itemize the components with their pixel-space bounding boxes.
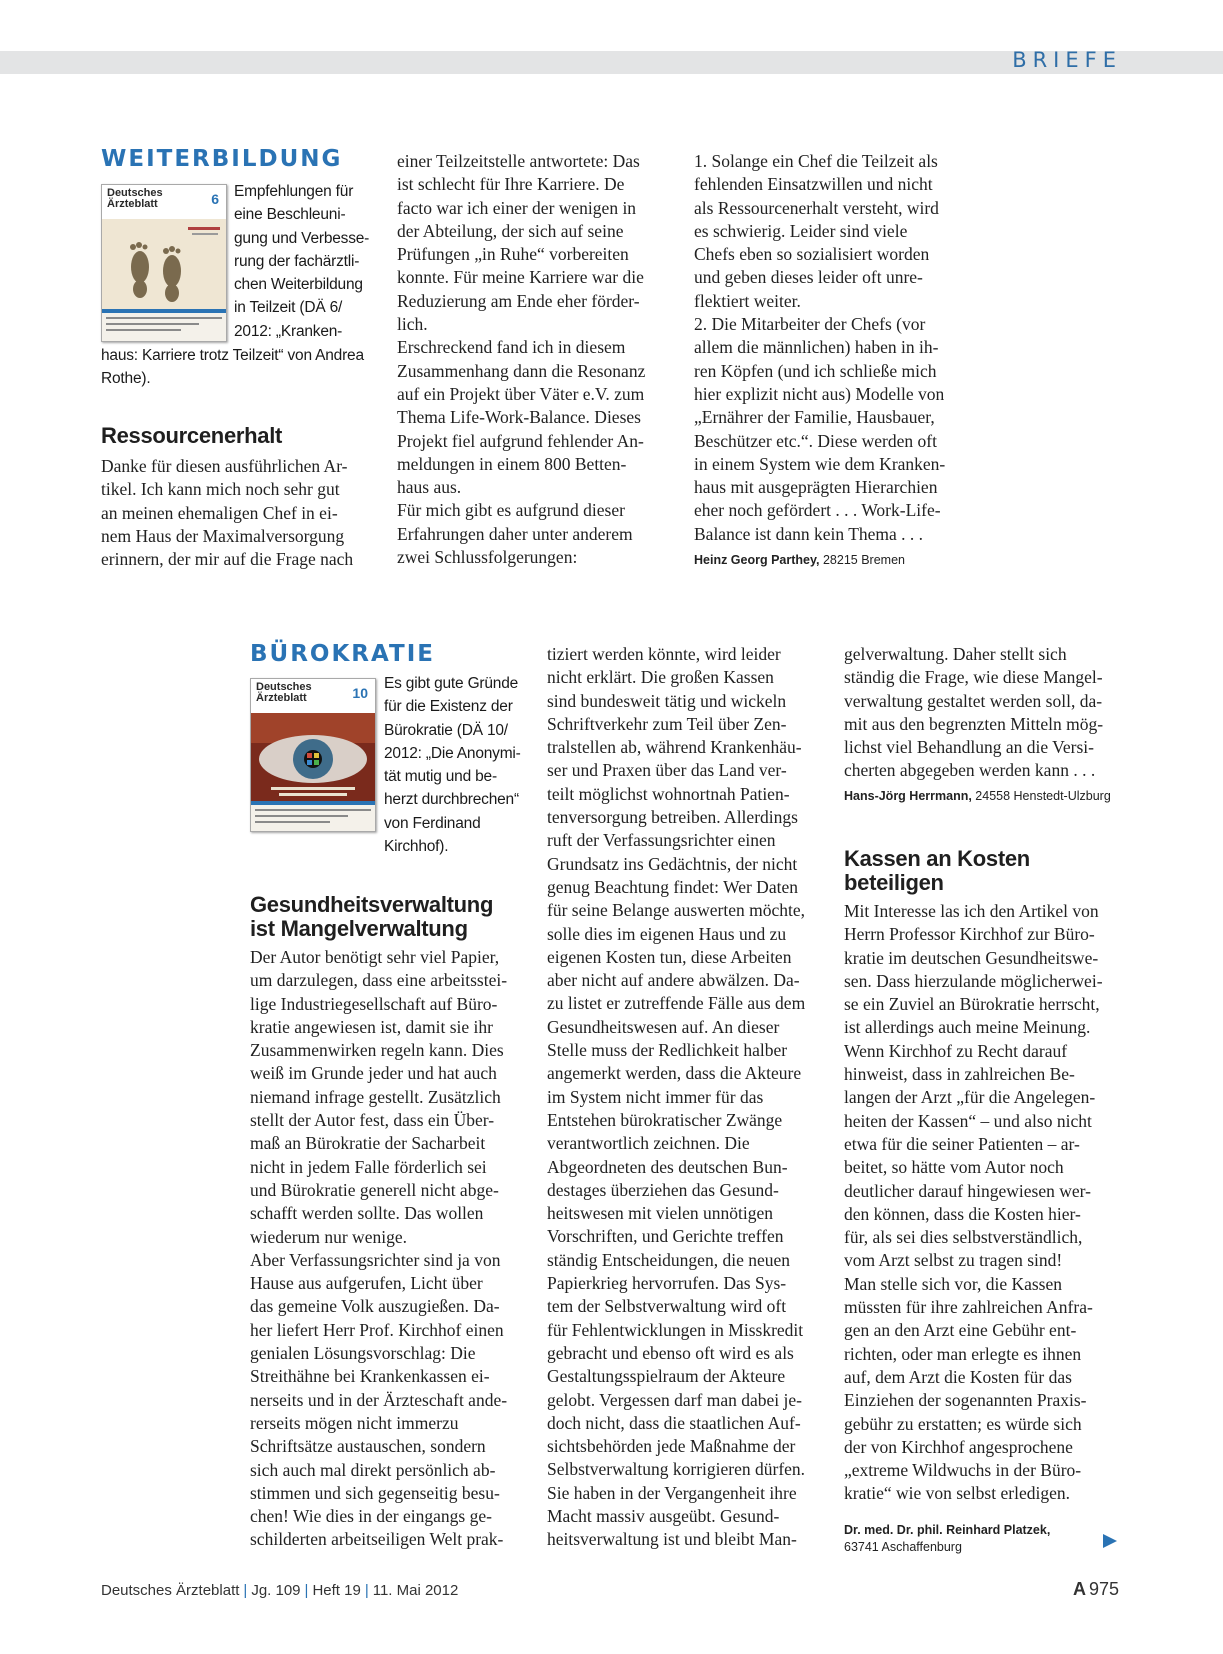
letter3-body: Mit Interesse las ich den Artikel von Herrn Professor Kirchhof zur Büro- kratie im deutschen Gesundheitswe- sen. Dass hierzulande möglicherwei- se ein Zuviel an Bürokratie herrscht, ist allerdings auch meine Meinung. Wenn Kirchhof zu Recht darauf hinweist, dass in zahlreichen Be- langen der Arzt „für die Angelegen- heiten der Kassen“ – und also nicht etwa für die seiner Patienten – ar- beitet, so hätte vom Autor noch deutlicher darauf hingewiesen wer- den können, dass die Kosten hier- für, als sei dies selbstverständlich, vom Arzt selbst zu tragen sind! Man stelle sich vor, die Kassen müssten für ihre zahlreichen Anfra- gen an den Arzt eine Gebühr ent- richten, oder man erlegte es ihnen auf, dem Arzt die Kosten für das Einziehen der sogenannten Praxis- gebühr zu erstatten; es würde sich der von Kirchhof angesprochene „extreme Wildwuchs in der Büro- kratie“ wie von selbst erledigen.	[844, 901, 1103, 1504]
lead-weiterbildung-continued: haus: Karriere trotz Teilzeit“ von Andrea Rothe).	[101, 347, 364, 388]
section-label: BRIEFE	[1012, 48, 1122, 72]
cover-issue-number: 10	[352, 685, 368, 701]
letter2-column-2: tiziert werden könnte, wird leider nicht erklärt. Die großen Kassen sind bundesweit tätig und wickeln Schriftverkehr zum Teil über Zen- tralstellen ab, während Krankenhäu- ser und Praxen über das Land ver- teilt möglichst wohnortnah Patien- tenversorgung betreiben. Allerdings ruft der Verfassungsrichter einen Grundsatz ins Gedächtnis, der nicht genug Beachtung findet: Wer Daten für seine Belange auswerten möchte, solle dies im eigenen Haus und zu eigenen Kosten tun, diese Arbeiten aber nicht auf andere abwälzen. Da- zu listet er zutreffende Fälle aus dem Gesundheitswesen auf. An dieser Stelle muss der Redlichkeit halber angemerkt werden, dass die Akteure im System nicht immer für das Entstehen bürokratischer Zwänge verantwortlich zeichnen. Die Abgeordneten des deutschen Bun- destages überziehen das Gesund- heitswesen mit vielen unnötigen Vorschriften, und Gerichte treffen ständig Entscheidungen, die neuen Papierkrieg hervorrufen. Das Sys- tem der Selbstverwaltung wird oft für Fehlentwicklungen in Misskredit gebracht und ebenso oft wird es als Gestaltungsspielraum der Akteure gelobt. Vergessen darf man dabei je- doch nicht, dass die staatlichen Auf- sichtsbehörden jede Maßnahme der Selbstverwaltung korrigieren dürfen. Sie haben in der Vergangenheit ihre Macht massiv ausgeübt. Gesund- heitsverwaltung ist und bleibt Man-	[547, 644, 806, 1550]
cover-thumbnail-issue-10	[250, 678, 376, 832]
letter2-column-3: gelverwaltung. Daher stellt sich ständig die Frage, wie diese Mangel- verwaltung gestaltet werden soll, da- mit aus den begrenzten Mitteln mög- lichst viel Behandlung an die Versi- cherten abgegeben werden kann . . .	[844, 644, 1104, 781]
cover-thumbnail-issue-6	[101, 184, 227, 342]
author-herrmann: Hans-Jörg Herrmann, 24558 Henstedt-Ulzburg	[844, 789, 1111, 803]
letter2-column-1: Der Autor benötigt sehr viel Papier, um darzulegen, dass eine arbeitsstei- lige Industriegesellschaft auf Büro- kratie angewiesen ist, damit sie ihr Zusammenwirken regeln kann. Dies weiß im Grunde jeder und hat auch niemand infrage gestellt. Zusätzlich stellt der Autor fest, dass ein Über- maß an Bürokratie der Sacharbeit nicht in jedem Falle förderlich sei und Bürokratie generell nicht abge- schafft werden sollte. Das wollen wiederum nur wenige. Aber Verfassungsrichter sind ja von Hause aus aufgerufen, Licht über das gemeine Volk auszugießen. Da- her liefert Herr Prof. Kirchhof einen genialen Lösungsvorschlag: Die Streithähne bei Krankenkassen ei- nerseits und in der Ärzteschaft ande- rerseits mögen nicht immerzu Schriftsätze austauschen, sondern sich auch mal direkt persönlich ab- stimmen und sich gegenseitig besu- chen! Wie dies in der eingangs ge- schilderten arbeitseiligen Welt prak-	[250, 947, 508, 1550]
cover-masthead: Deutsches Ärzteblatt	[256, 681, 312, 704]
triangle-right-icon	[1103, 1534, 1117, 1548]
footer-journal: Deutsches Ärzteblatt	[101, 1582, 240, 1599]
block-title-weiterbildung: WEITERBILDUNG	[101, 146, 343, 172]
letter1-column-3: 1. Solange ein Chef die Teilzeit als fehlenden Einsatzwillen und nicht als Ressourcenerhalt versteht, wird es schwierig. Leider sind viele Chefs eben so sozialisiert worden und geben dieses leider oft unre- flektiert weiter. 2. Die Mitarbeiter der Chefs (vor allem die männlichen) haben in ih- ren Köpfen (und ich schließe mich hier explizit nicht aus) Modelle von „Ernährer der Familie, Hausbauer, Beschützer etc.“. Diese werden oft in einem System wie dem Kranken- haus mit ausgeprägten Hierarchien eher noch gefördert . . . Work-Life- Balance ist dann kein Thema . . .	[694, 151, 946, 544]
cover-masthead: Deutsches Ärzteblatt	[107, 187, 163, 210]
footer-volume: Jg. 109	[251, 1582, 301, 1599]
page-number: A 975	[1072, 1579, 1119, 1599]
cover-issue-number: 6	[211, 191, 219, 207]
author-platzek: Dr. med. Dr. phil. Reinhard Platzek, 63741 Aschaffenburg	[844, 1523, 1051, 1554]
author-parthey: Heinz Georg Parthey, 28215 Bremen	[694, 553, 905, 567]
letter1-column-2: einer Teilzeitstelle antwortete: Das ist schlecht für Ihre Karriere. De facto war ich einer der wenigen in der Abteilung, der sich auf seine Prüfungen „in Ruhe“ vorbereiten konnte. Für meine Karriere war die Reduzierung am Ende eher förder- lich. Erschreckend fand ich in diesem Zusammenhang dann die Resonanz auf ein Projekt über Väter e.V. zum Thema Life-Work-Balance. Dieses Projekt fiel aufgrund fehlender An- meldungen in einem 800 Betten- haus aus. Für mich gibt es aufgrund dieser Erfahrungen daher unter anderem zwei Schlussfolgerungen:	[397, 151, 646, 568]
eye-image	[251, 713, 375, 801]
footprints-image	[102, 219, 226, 309]
heading-ressourcenerhalt: Ressourcenerhalt	[101, 423, 283, 448]
lead-weiterbildung: Empfehlungen für eine Beschleuni- gung und Verbesse- rung der fachärztli- chen Weiterbildung in Teilzeit (DÄ 6/ 2012: „Kranken-	[234, 183, 370, 340]
lead-buerokratie: Es gibt gute Gründe für die Existenz der Bürokratie (DÄ 10/ 2012: „Die Anonymi- tät mutig und be- herzt durchbrechen“ von Ferdinand Kirchhof).	[384, 675, 521, 856]
heading-gesundheitsverwaltung: Gesundheitsverwaltung ist Mangelverwaltung	[250, 892, 494, 941]
footer-issue: Heft 19	[312, 1582, 361, 1599]
letter1-column-1: Danke für diesen ausführlichen Ar- tikel. Ich kann mich noch sehr gut an meinen ehemaligen Chef in ei- nem Haus der Maximalversorgung erinnern, der mir auf die Frage nach	[101, 456, 354, 570]
footer-citation: Deutsches Ärzteblatt | Jg. 109 | Heft 19 | 11. Mai 2012	[101, 1582, 459, 1599]
block-title-buerokratie: BÜROKRATIE	[250, 641, 435, 667]
footer-date: 11. Mai 2012	[372, 1582, 459, 1599]
heading-kassen-an-kosten: Kassen an Kosten beteiligen	[844, 846, 1030, 895]
